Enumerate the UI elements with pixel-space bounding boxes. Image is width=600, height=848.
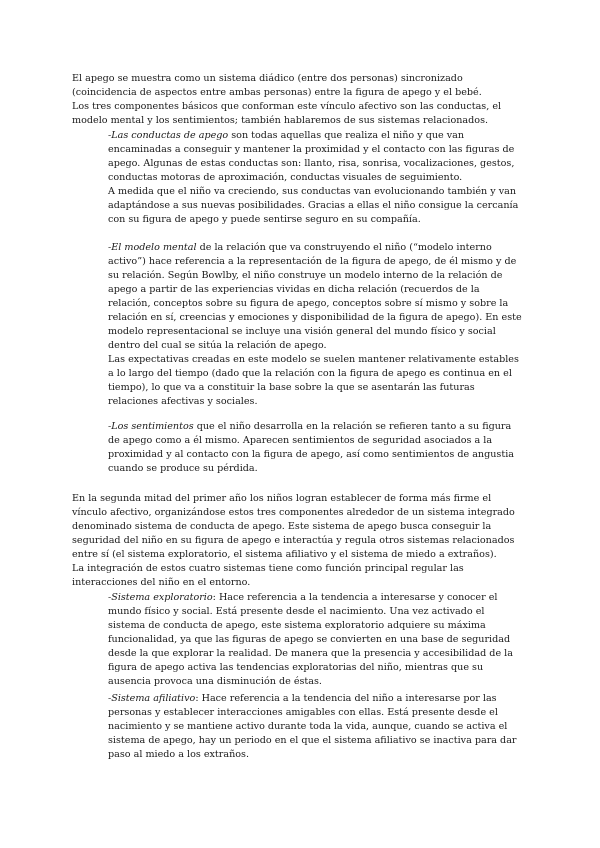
afiliativo-paragraph [108,692,524,762]
exploratorio-paragraph [108,591,524,689]
modelo-section [108,241,524,409]
modelo-paragraph [108,241,524,353]
sentimientos-text: que el niño desarrolla en la relación se refieren tanto a su figura de apego como a él mismo. Aparecen sentimientos de seguridad asociados a la proximidad y al contacto con la figura de apego, así como sentimientos de angustia cuando se produce su pérdida. [108,421,514,474]
modelo-term: -El modelo mental [108,242,197,253]
intro-paragraph-2: Los tres componentes básicos que conforman este vínculo afectivo son las conductas, el modelo mental y los sentimientos; también hablaremos de sus sistemas relacionados. [72,101,502,126]
afiliativo-text: : Hace referencia a la tendencia del niño a interesarse por las personas y establecer interacciones amigables con ellas. Está presente desde el nacimiento y se mantiene activo durante toda la vida, aunque, cuando se activa el sistema de apego, hay un periodo en el que el sistema afiliativo se inactiva para dar paso al miedo a los extraños. [108,693,517,760]
sentimientos-term: -Los sentimientos [108,421,194,432]
conductas-term: -Las conductas de apego [108,130,229,141]
afiliativo-term: -Sistema afiliativo [108,693,196,704]
exploratorio-text: : Hace referencia a la tendencia a interesarse y conocer el mundo físico y social. Está presente desde el nacimiento. Una vez activado el sistema de conducta de apego, este sistema exploratorio adquiere su máxima funcionalidad, ya que las figuras de apego se convierten en una base de seguridad desde la que explorar la realidad. De manera que la presencia y accesibilidad de la figura de apego activa las tendencias exploratorias del niño, mientras que su ausencia provoca una disminución de éstas. [108,592,513,687]
sentimientos-paragraph [108,420,524,476]
section2-paragraph-1: En la segunda mitad del primer año los niños logran establecer de forma más firme el vínculo afectivo, organizándose estos tres componentes alrededor de un sistema integrado denominado sistema de conducta de apego. Este sistema de apego busca conseguir la seguridad del niño en su figura de apego e interactúa y regula otros sistemas relacionados entre sí (el sistema exploratorio, el sistema afiliativo y el sistema de miedo a extraños). [72,493,515,560]
modelo-paragraph-2: Las expectativas creadas en este modelo se suelen mantener relativamente estables a lo largo del tiempo (dado que la relación con la figura de apego es continua en el tiempo), lo que va a constituir la base sobre la que se asentarán las futuras relaciones afectivas y sociales. [108,354,519,407]
intro-paragraph-1: El apego se muestra como un sistema diádico (entre dos personas) sincronizado (coincidencia de aspectos entre ambas personas) entre la figura de apego y el bebé. [72,73,482,98]
conductas-section [108,129,524,227]
modelo-text: de la relación que va construyendo el niño (“modelo interno activo”) hace referencia a la representación de la figura de apego, de él mismo y de su relación. Según Bowlby, el niño construye un modelo interno de la relación de apego a partir de las experiencias vividas en dicha relación (recuerdos de la relación, conceptos sobre su figura de apego, conceptos sobre sí mismo y sobre la relación en sí, creencias y emociones y disponibilidad de la figura de apego). En este modelo representacional se incluye una visión general del mundo físico y social dentro del cual se sitúa la relación de apego. [108,242,522,351]
conductas-paragraph [108,129,524,185]
conductas-text: son todas aquellas que realiza el niño y que van encaminadas a conseguir y mantener la proximidad y el contacto con las figuras de apego. Algunas de estas conductas son: llanto, risa, sonrisa, vocalizaciones, gestos, conductas motoras de aproximación, conductas visuales de seguimiento. [108,130,515,183]
section2-paragraph-2: La integración de estos cuatro sistemas tiene como función principal regular las interacciones del niño en el entorno. [72,563,464,588]
conductas-paragraph-2: A medida que el niño va creciendo, sus conductas van evolucionando también y van adaptándose a sus nuevas posibilidades. Gracias a ellas el niño consigue la cercanía con su figura de apego y puede sentirse seguro en su compañía. [108,186,519,225]
exploratorio-term: -Sistema exploratorio [108,592,213,603]
